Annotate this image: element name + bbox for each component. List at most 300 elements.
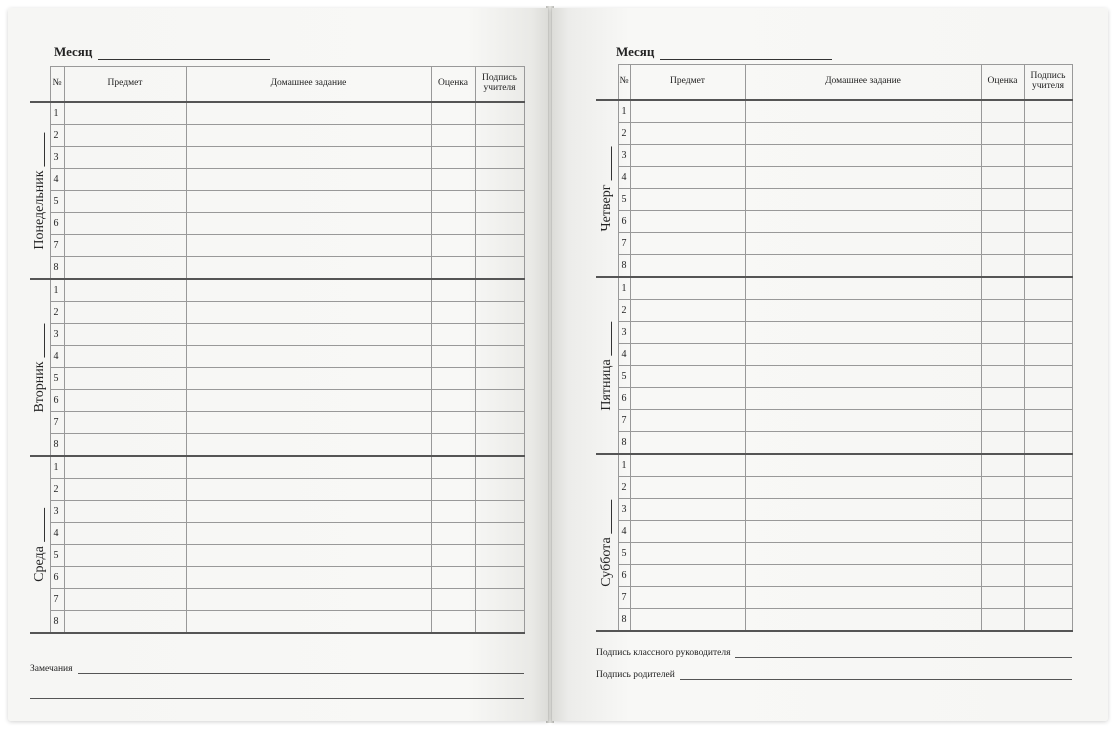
signature-cell[interactable] bbox=[475, 567, 524, 589]
signature-cell[interactable] bbox=[1024, 543, 1072, 565]
parents-signature-field bbox=[596, 670, 1072, 680]
lesson-row bbox=[30, 235, 524, 257]
lesson-row bbox=[30, 611, 524, 634]
homework-cell[interactable] bbox=[745, 211, 981, 233]
subject-cell[interactable] bbox=[64, 390, 186, 412]
signature-cell[interactable] bbox=[475, 346, 524, 368]
homework-cell[interactable] bbox=[186, 169, 431, 191]
signature-cell[interactable] bbox=[1024, 145, 1072, 167]
day-label bbox=[599, 146, 615, 231]
homework-cell[interactable] bbox=[745, 609, 981, 632]
day-name: Среда bbox=[31, 545, 47, 582]
lesson-row bbox=[596, 123, 1072, 145]
homework-cell[interactable] bbox=[745, 366, 981, 388]
grade-cell[interactable] bbox=[431, 567, 475, 589]
signature-cell[interactable] bbox=[475, 501, 524, 523]
homework-cell[interactable] bbox=[186, 191, 431, 213]
homework-cell[interactable] bbox=[186, 235, 431, 257]
signature-cell[interactable] bbox=[1024, 587, 1072, 609]
lesson-number: 1 bbox=[618, 100, 630, 123]
lesson-row bbox=[596, 432, 1072, 455]
grade-cell[interactable] bbox=[431, 479, 475, 501]
subject-cell[interactable] bbox=[630, 366, 745, 388]
lesson-row bbox=[30, 390, 524, 412]
col-signature-header: Подпись учителя bbox=[475, 67, 524, 103]
homework-cell[interactable] bbox=[186, 589, 431, 611]
subject-cell[interactable] bbox=[64, 279, 186, 302]
subject-cell[interactable] bbox=[630, 543, 745, 565]
lesson-row bbox=[596, 410, 1072, 432]
grade-cell[interactable] bbox=[981, 366, 1024, 388]
left-page bbox=[8, 8, 548, 721]
lesson-row bbox=[30, 257, 524, 280]
subject-cell[interactable] bbox=[630, 521, 745, 543]
grade-cell[interactable] bbox=[981, 189, 1024, 211]
grade-cell[interactable] bbox=[981, 255, 1024, 278]
lesson-row bbox=[30, 324, 524, 346]
col-signature-header: Подпись учителя bbox=[1024, 65, 1072, 101]
lesson-row bbox=[30, 191, 524, 213]
homework-cell[interactable] bbox=[186, 611, 431, 634]
homework-cell[interactable] bbox=[745, 167, 981, 189]
subject-cell[interactable] bbox=[630, 300, 745, 322]
day-label bbox=[32, 323, 48, 412]
homework-cell[interactable] bbox=[745, 565, 981, 587]
homework-cell[interactable] bbox=[745, 587, 981, 609]
signature-cell[interactable] bbox=[1024, 123, 1072, 145]
lesson-row bbox=[30, 501, 524, 523]
parents-signature-line[interactable] bbox=[680, 671, 1072, 680]
homework-cell[interactable] bbox=[745, 145, 981, 167]
signature-cell[interactable] bbox=[475, 456, 524, 479]
signature-cell[interactable] bbox=[475, 523, 524, 545]
day-cell bbox=[596, 100, 618, 277]
subject-cell[interactable] bbox=[630, 454, 745, 477]
parents-signature-label: Подпись родителей bbox=[596, 670, 675, 680]
homework-cell[interactable] bbox=[745, 344, 981, 366]
grade-cell[interactable] bbox=[981, 388, 1024, 410]
subject-cell[interactable] bbox=[630, 100, 745, 123]
homework-cell[interactable] bbox=[745, 432, 981, 455]
grade-cell[interactable] bbox=[981, 543, 1024, 565]
signature-cell[interactable] bbox=[475, 368, 524, 390]
grade-cell[interactable] bbox=[431, 434, 475, 457]
lesson-number: 2 bbox=[618, 477, 630, 499]
grade-cell[interactable] bbox=[981, 100, 1024, 123]
grade-cell[interactable] bbox=[981, 521, 1024, 543]
lesson-number: 8 bbox=[618, 609, 630, 632]
homework-cell[interactable] bbox=[186, 257, 431, 280]
grade-cell[interactable] bbox=[431, 523, 475, 545]
homework-cell[interactable] bbox=[186, 147, 431, 169]
lesson-row bbox=[596, 366, 1072, 388]
lesson-number: 5 bbox=[50, 191, 64, 213]
subject-cell[interactable] bbox=[64, 412, 186, 434]
grade-cell[interactable] bbox=[431, 390, 475, 412]
date-input-line[interactable] bbox=[35, 323, 44, 357]
grade-cell[interactable] bbox=[431, 456, 475, 479]
lesson-number: 7 bbox=[50, 412, 64, 434]
subject-cell[interactable] bbox=[630, 255, 745, 278]
homework-cell[interactable] bbox=[745, 123, 981, 145]
lesson-row bbox=[596, 322, 1072, 344]
signature-cell[interactable] bbox=[1024, 388, 1072, 410]
grade-cell[interactable] bbox=[981, 145, 1024, 167]
homework-cell[interactable] bbox=[186, 279, 431, 302]
col-homework-header: Домашнее задание bbox=[186, 67, 431, 103]
grade-cell[interactable] bbox=[981, 344, 1024, 366]
lesson-row bbox=[596, 211, 1072, 233]
day-label bbox=[32, 132, 48, 249]
grade-cell[interactable] bbox=[981, 499, 1024, 521]
subject-cell[interactable] bbox=[630, 145, 745, 167]
day-name: Пятница bbox=[598, 358, 614, 411]
grade-cell[interactable] bbox=[431, 545, 475, 567]
homework-cell[interactable] bbox=[745, 277, 981, 300]
grade-cell[interactable] bbox=[981, 211, 1024, 233]
lesson-number: 3 bbox=[618, 145, 630, 167]
homework-cell[interactable] bbox=[745, 477, 981, 499]
signature-cell[interactable] bbox=[475, 412, 524, 434]
grade-cell[interactable] bbox=[431, 346, 475, 368]
homework-cell[interactable] bbox=[186, 523, 431, 545]
lesson-number: 2 bbox=[50, 479, 64, 501]
grade-cell[interactable] bbox=[431, 279, 475, 302]
grade-cell[interactable] bbox=[431, 589, 475, 611]
lesson-number: 7 bbox=[618, 410, 630, 432]
right-page bbox=[552, 8, 1108, 721]
remarks-input-line[interactable] bbox=[78, 665, 525, 674]
date-input-line[interactable] bbox=[35, 508, 44, 542]
lesson-row bbox=[596, 300, 1072, 322]
subject-cell[interactable] bbox=[64, 213, 186, 235]
lesson-row bbox=[596, 255, 1072, 278]
grade-cell[interactable] bbox=[431, 147, 475, 169]
homework-cell[interactable] bbox=[186, 456, 431, 479]
date-input-line[interactable] bbox=[602, 499, 611, 533]
day-label bbox=[599, 321, 615, 410]
signature-cell[interactable] bbox=[475, 611, 524, 634]
subject-cell[interactable] bbox=[64, 346, 186, 368]
month-input-line[interactable] bbox=[98, 47, 270, 60]
signature-cell[interactable] bbox=[475, 279, 524, 302]
grade-cell[interactable] bbox=[431, 125, 475, 147]
subject-cell[interactable] bbox=[64, 191, 186, 213]
lesson-row bbox=[30, 125, 524, 147]
lesson-row bbox=[30, 523, 524, 545]
lesson-row bbox=[30, 412, 524, 434]
signature-cell[interactable] bbox=[475, 589, 524, 611]
homework-cell[interactable] bbox=[186, 102, 431, 125]
subject-cell[interactable] bbox=[64, 456, 186, 479]
subject-cell[interactable] bbox=[64, 523, 186, 545]
grade-cell[interactable] bbox=[981, 410, 1024, 432]
lesson-number: 1 bbox=[50, 456, 64, 479]
signature-cell[interactable] bbox=[1024, 255, 1072, 278]
lesson-row bbox=[596, 344, 1072, 366]
signature-cell[interactable] bbox=[475, 545, 524, 567]
grade-cell[interactable] bbox=[981, 477, 1024, 499]
subject-cell[interactable] bbox=[630, 432, 745, 455]
date-input-line[interactable] bbox=[602, 146, 611, 180]
signature-cell[interactable] bbox=[1024, 454, 1072, 477]
signature-cell[interactable] bbox=[1024, 189, 1072, 211]
col-homework-header: Домашнее задание bbox=[745, 65, 981, 101]
grade-cell[interactable] bbox=[981, 432, 1024, 455]
signature-cell[interactable] bbox=[475, 390, 524, 412]
subject-cell[interactable] bbox=[630, 587, 745, 609]
lesson-number: 1 bbox=[50, 279, 64, 302]
signature-cell[interactable] bbox=[1024, 499, 1072, 521]
grade-cell[interactable] bbox=[981, 300, 1024, 322]
lesson-row bbox=[596, 454, 1072, 477]
homework-cell[interactable] bbox=[186, 390, 431, 412]
lesson-number: 6 bbox=[618, 565, 630, 587]
subject-cell[interactable] bbox=[630, 344, 745, 366]
homework-cell[interactable] bbox=[745, 521, 981, 543]
homework-cell[interactable] bbox=[186, 324, 431, 346]
homework-cell[interactable] bbox=[745, 255, 981, 278]
col-subject-header: Предмет bbox=[64, 67, 186, 103]
remarks-extra-line[interactable] bbox=[30, 698, 524, 699]
signature-cell[interactable] bbox=[1024, 366, 1072, 388]
lesson-number: 2 bbox=[618, 300, 630, 322]
month-label: Месяц bbox=[616, 44, 655, 59]
lesson-number: 5 bbox=[618, 189, 630, 211]
grade-cell[interactable] bbox=[981, 322, 1024, 344]
col-grade-header: Оценка bbox=[431, 67, 475, 103]
subject-cell[interactable] bbox=[64, 125, 186, 147]
homework-cell[interactable] bbox=[186, 213, 431, 235]
lesson-number: 4 bbox=[50, 346, 64, 368]
date-input-line[interactable] bbox=[602, 321, 611, 355]
subject-cell[interactable] bbox=[630, 233, 745, 255]
subject-cell[interactable] bbox=[64, 479, 186, 501]
grade-cell[interactable] bbox=[981, 565, 1024, 587]
subject-cell[interactable] bbox=[630, 211, 745, 233]
lesson-number: 4 bbox=[50, 169, 64, 191]
signature-cell[interactable] bbox=[475, 302, 524, 324]
lesson-number: 7 bbox=[50, 589, 64, 611]
subject-cell[interactable] bbox=[64, 235, 186, 257]
subject-cell[interactable] bbox=[64, 501, 186, 523]
remarks-field bbox=[30, 664, 524, 674]
lesson-row bbox=[30, 147, 524, 169]
lesson-number: 8 bbox=[50, 611, 64, 634]
subject-cell[interactable] bbox=[64, 589, 186, 611]
lesson-number: 3 bbox=[50, 147, 64, 169]
signature-cell[interactable] bbox=[1024, 233, 1072, 255]
subject-cell[interactable] bbox=[64, 611, 186, 634]
subject-cell[interactable] bbox=[64, 257, 186, 280]
month-field bbox=[616, 44, 832, 60]
grade-cell[interactable] bbox=[431, 501, 475, 523]
homework-cell[interactable] bbox=[186, 125, 431, 147]
grade-cell[interactable] bbox=[981, 233, 1024, 255]
signature-cell[interactable] bbox=[475, 235, 524, 257]
subject-cell[interactable] bbox=[630, 388, 745, 410]
grade-cell[interactable] bbox=[981, 587, 1024, 609]
lesson-row bbox=[596, 167, 1072, 189]
homework-cell[interactable] bbox=[745, 233, 981, 255]
lesson-row bbox=[30, 479, 524, 501]
signature-cell[interactable] bbox=[1024, 609, 1072, 632]
lesson-row bbox=[596, 277, 1072, 300]
signature-cell[interactable] bbox=[475, 257, 524, 280]
subject-cell[interactable] bbox=[630, 123, 745, 145]
subject-cell[interactable] bbox=[630, 565, 745, 587]
signature-cell[interactable] bbox=[1024, 521, 1072, 543]
subject-cell[interactable] bbox=[630, 189, 745, 211]
subject-cell[interactable] bbox=[630, 410, 745, 432]
grade-cell[interactable] bbox=[431, 102, 475, 125]
signature-cell[interactable] bbox=[1024, 565, 1072, 587]
day-cell bbox=[596, 277, 618, 454]
date-input-line[interactable] bbox=[35, 132, 44, 166]
homework-cell[interactable] bbox=[186, 479, 431, 501]
lesson-number: 8 bbox=[618, 255, 630, 278]
signature-cell[interactable] bbox=[475, 434, 524, 457]
grade-cell[interactable] bbox=[981, 167, 1024, 189]
lesson-row bbox=[30, 589, 524, 611]
lesson-row bbox=[596, 543, 1072, 565]
subject-cell[interactable] bbox=[630, 609, 745, 632]
subject-cell[interactable] bbox=[630, 322, 745, 344]
col-num-header: № bbox=[618, 65, 630, 101]
lesson-row bbox=[30, 368, 524, 390]
signature-cell[interactable] bbox=[475, 324, 524, 346]
lesson-number: 8 bbox=[50, 257, 64, 280]
homework-cell[interactable] bbox=[186, 501, 431, 523]
subject-cell[interactable] bbox=[630, 167, 745, 189]
grade-cell[interactable] bbox=[431, 302, 475, 324]
grade-cell[interactable] bbox=[431, 169, 475, 191]
signature-cell[interactable] bbox=[1024, 432, 1072, 455]
class-teacher-signature-line[interactable] bbox=[735, 649, 1072, 658]
lesson-number: 7 bbox=[618, 587, 630, 609]
lesson-number: 5 bbox=[618, 543, 630, 565]
subject-cell[interactable] bbox=[64, 567, 186, 589]
signature-cell[interactable] bbox=[1024, 344, 1072, 366]
subject-cell[interactable] bbox=[64, 102, 186, 125]
lesson-number: 2 bbox=[50, 125, 64, 147]
homework-cell[interactable] bbox=[186, 434, 431, 457]
lesson-number: 6 bbox=[618, 211, 630, 233]
homework-cell[interactable] bbox=[186, 567, 431, 589]
signature-cell[interactable] bbox=[475, 147, 524, 169]
homework-cell[interactable] bbox=[745, 410, 981, 432]
grade-cell[interactable] bbox=[431, 213, 475, 235]
homework-cell[interactable] bbox=[745, 454, 981, 477]
subject-cell[interactable] bbox=[64, 324, 186, 346]
subject-cell[interactable] bbox=[630, 499, 745, 521]
signature-cell[interactable] bbox=[1024, 410, 1072, 432]
lesson-number: 1 bbox=[618, 277, 630, 300]
grade-cell[interactable] bbox=[431, 611, 475, 634]
lesson-number: 4 bbox=[50, 523, 64, 545]
signature-cell[interactable] bbox=[1024, 300, 1072, 322]
homework-cell[interactable] bbox=[745, 100, 981, 123]
signature-cell[interactable] bbox=[1024, 277, 1072, 300]
homework-cell[interactable] bbox=[186, 302, 431, 324]
day-name: Суббота bbox=[598, 536, 614, 587]
grade-cell[interactable] bbox=[431, 324, 475, 346]
subject-cell[interactable] bbox=[630, 277, 745, 300]
homework-cell[interactable] bbox=[186, 346, 431, 368]
subject-cell[interactable] bbox=[64, 434, 186, 457]
signature-cell[interactable] bbox=[475, 169, 524, 191]
lesson-row bbox=[596, 388, 1072, 410]
grade-cell[interactable] bbox=[431, 368, 475, 390]
subject-cell[interactable] bbox=[64, 368, 186, 390]
lesson-row bbox=[30, 102, 524, 125]
lesson-number: 8 bbox=[618, 432, 630, 455]
lesson-row bbox=[30, 169, 524, 191]
signature-cell[interactable] bbox=[1024, 322, 1072, 344]
homework-cell[interactable] bbox=[745, 300, 981, 322]
class-teacher-signature-field bbox=[596, 648, 1072, 658]
grade-cell[interactable] bbox=[431, 257, 475, 280]
lesson-row bbox=[30, 302, 524, 324]
month-input-line[interactable] bbox=[660, 47, 832, 60]
subject-cell[interactable] bbox=[64, 169, 186, 191]
subject-cell[interactable] bbox=[630, 477, 745, 499]
lesson-row bbox=[596, 565, 1072, 587]
signature-cell[interactable] bbox=[1024, 477, 1072, 499]
signature-cell[interactable] bbox=[475, 213, 524, 235]
signature-cell[interactable] bbox=[475, 479, 524, 501]
lesson-row bbox=[596, 233, 1072, 255]
signature-cell[interactable] bbox=[475, 102, 524, 125]
grade-cell[interactable] bbox=[431, 235, 475, 257]
signature-cell[interactable] bbox=[1024, 100, 1072, 123]
grade-cell[interactable] bbox=[981, 277, 1024, 300]
signature-cell[interactable] bbox=[475, 125, 524, 147]
lesson-number: 5 bbox=[50, 545, 64, 567]
signature-cell[interactable] bbox=[1024, 167, 1072, 189]
homework-cell[interactable] bbox=[186, 545, 431, 567]
subject-cell[interactable] bbox=[64, 545, 186, 567]
grade-cell[interactable] bbox=[981, 123, 1024, 145]
grade-cell[interactable] bbox=[981, 609, 1024, 632]
col-subject-header: Предмет bbox=[630, 65, 745, 101]
grade-cell[interactable] bbox=[431, 191, 475, 213]
homework-cell[interactable] bbox=[186, 368, 431, 390]
signature-cell[interactable] bbox=[1024, 211, 1072, 233]
month-field bbox=[54, 44, 270, 60]
subject-cell[interactable] bbox=[64, 147, 186, 169]
day-name: Четверг bbox=[598, 184, 614, 231]
homework-cell[interactable] bbox=[186, 412, 431, 434]
homework-cell[interactable] bbox=[745, 499, 981, 521]
lesson-number: 8 bbox=[50, 434, 64, 457]
lesson-row bbox=[30, 279, 524, 302]
homework-cell[interactable] bbox=[745, 388, 981, 410]
signature-cell[interactable] bbox=[475, 191, 524, 213]
day-label bbox=[32, 508, 48, 582]
lesson-number: 5 bbox=[618, 366, 630, 388]
grade-cell[interactable] bbox=[981, 454, 1024, 477]
grade-cell[interactable] bbox=[431, 412, 475, 434]
lesson-number: 3 bbox=[618, 499, 630, 521]
lesson-row bbox=[30, 213, 524, 235]
month-label: Месяц bbox=[54, 44, 93, 59]
homework-cell[interactable] bbox=[745, 322, 981, 344]
homework-cell[interactable] bbox=[745, 543, 981, 565]
class-teacher-signature-label: Подпись классного руководителя bbox=[596, 648, 731, 658]
homework-cell[interactable] bbox=[745, 189, 981, 211]
subject-cell[interactable] bbox=[64, 302, 186, 324]
